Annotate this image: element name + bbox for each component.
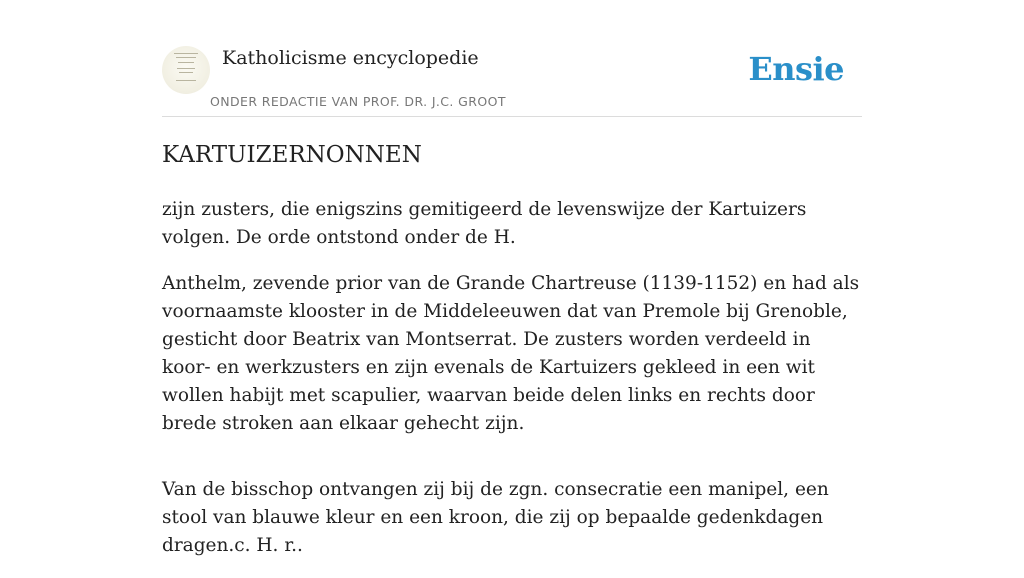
article-paragraph: zijn zusters, die enigszins gemitigeerd de levenswijze der Kartuizers volgen. De orde ontstond onder de H.: [162, 199, 807, 248]
encyclopedia-title-link[interactable]: Katholicisme encyclopedie: [222, 47, 479, 69]
ensie-logo-link[interactable]: Ensie: [748, 50, 844, 88]
article: [162, 138, 862, 578]
encyclopedia-cover-thumbnail[interactable]: [162, 46, 210, 94]
site-header: [162, 44, 862, 117]
editor-subtitle: ONDER REDACTIE VAN PROF. DR. J.C. GROOT: [210, 94, 506, 109]
entry-title: KARTUIZERNONNEN: [162, 142, 422, 168]
article-paragraph: Van de bisschop ontvangen zij bij de zgn. consecratie een manipel, een stool van blauwe kleur en een kroon, die zij op bepaalde gedenkdagen dragen.c. H. r..: [162, 479, 829, 556]
article-paragraph: Anthelm, zevende prior van de Grande Chartreuse (1139-1152) en had als voornaamste klooster in de Middeleeuwen dat van Premole bij Grenoble, gesticht door Beatrix van Montserrat. De zusters worden verdeeld in koor- en werkzusters en zijn evenals de Kartuizers gekleed in een wit wollen habijt met scapulier, waarvan beide delen links en rechts door brede stroken aan elkaar gehecht zijn.: [162, 273, 860, 434]
